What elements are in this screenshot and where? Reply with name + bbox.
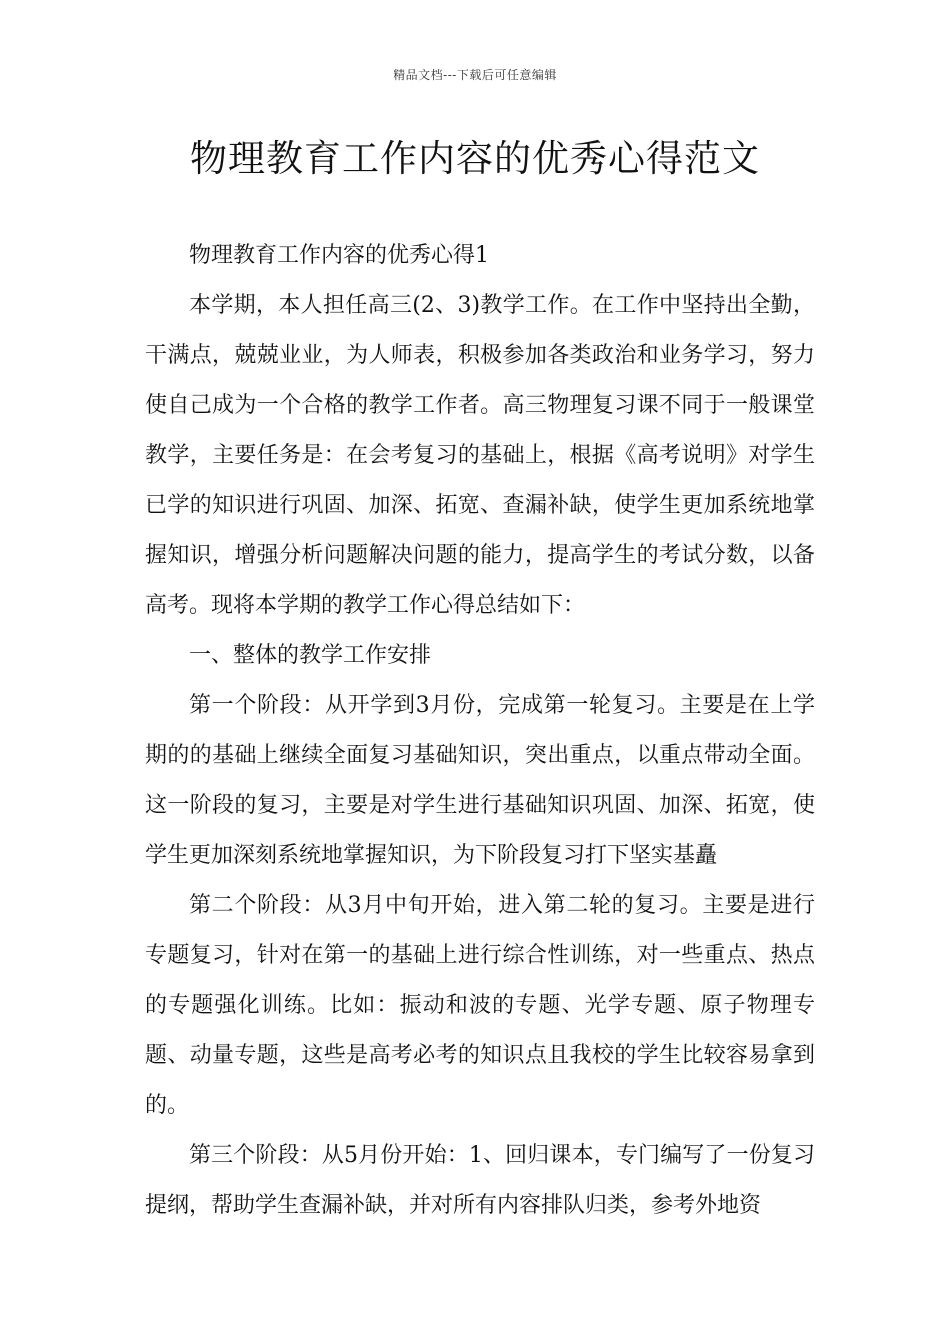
document-title: 物理教育工作内容的优秀心得范文 (190, 137, 760, 180)
section-heading: 物理教育工作内容的优秀心得1 (189, 243, 489, 268)
paragraph-stage-2: 第二个阶段：从3月中旬开始，进入第二轮的复习。主要是进行专题复习，针对在第一的基础上进行综合性训练，对一些重点、热点的专题强化训练。比如：振动和波的专题、光学专题、原子物理专题、动量专题，这些是高考必考的知识点且我校的学生比较容易拿到的。 (145, 893, 815, 1118)
paragraph-intro: 本学期，本人担任高三(2、3)教学工作。在工作中坚持出全勤，干满点，兢兢业业，为人师表，积极参加各类政治和业务学习，努力使自己成为一个合格的教学工作者。高三物理复习课不同于一般课堂教学，主要任务是：在会考复习的基础上，根据《高考说明》对学生已学的知识进行巩固、加深、拓宽、查漏补缺，使学生更加系统地掌握知识，增强分析问题解决问题的能力，提高学生的考试分数，以备高考。现将本学期的教学工作心得总结如下： (145, 293, 815, 618)
paragraph-stage-3: 第三个阶段：从5月份开始：1、回归课本，专门编写了一份复习提纲，帮助学生查漏补缺，并对所有内容排队归类，参考外地资 (145, 1143, 815, 1218)
paragraph-stage-1: 第一个阶段：从开学到3月份，完成第一轮复习。主要是在上学期的的基础上继续全面复习基础知识，突出重点，以重点带动全面。这一阶段的复习，主要是对学生进行基础知识巩固、加深、拓宽，使学生更加深刻系统地掌握知识，为下阶段复习打下坚实基矗 (145, 693, 815, 868)
document-body (145, 231, 815, 1231)
section-heading-arrangement: 一、整体的教学工作安排 (189, 643, 432, 668)
page-header: 精品文档---下载后可任意编辑 (393, 68, 557, 82)
